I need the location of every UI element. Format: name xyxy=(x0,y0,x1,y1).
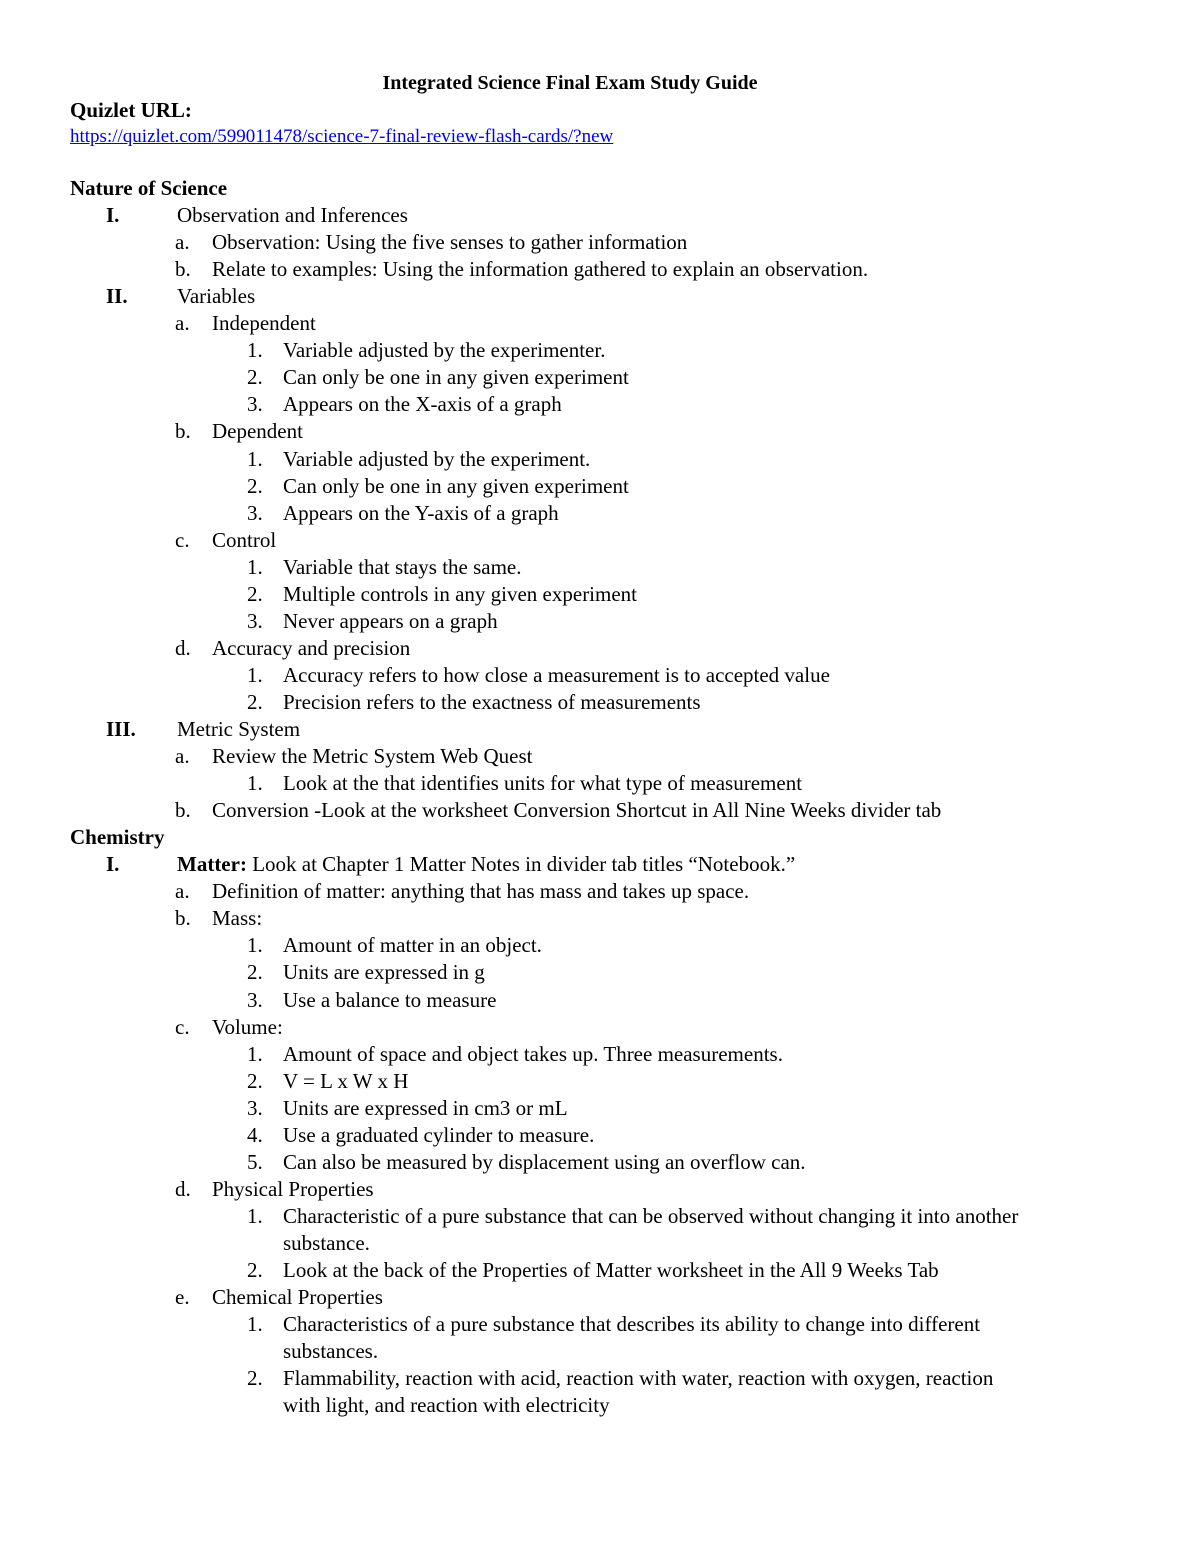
item-text: Look at the that identifies units for what type of measurement xyxy=(283,771,803,795)
outline-item xyxy=(0,1041,1140,1068)
list-marker: 2. xyxy=(247,1258,263,1282)
outline-item xyxy=(0,418,1140,445)
quizlet-label: Quizlet URL: xyxy=(70,98,192,122)
list-marker: 1. xyxy=(247,663,263,687)
quizlet-link-row xyxy=(70,122,1200,149)
item-text: Conversion -Look at the worksheet Conversion Shortcut in All Nine Weeks divider tab xyxy=(212,798,942,822)
list-marker: 1. xyxy=(247,1204,263,1228)
list-marker: c. xyxy=(175,1015,190,1039)
list-marker: 1. xyxy=(247,555,263,579)
list-marker: 2. xyxy=(247,1069,263,1093)
heading-text: Nature of Science xyxy=(70,176,228,200)
list-marker: 4. xyxy=(247,1123,263,1147)
quizlet-url-link[interactable]: https://quizlet.com/599011478/science-7-final-review-flash-cards/?new xyxy=(70,126,614,147)
item-text: Appears on the X-axis of a graph xyxy=(283,392,562,416)
list-marker: 5. xyxy=(247,1150,263,1174)
item-text: Independent xyxy=(212,311,316,335)
list-marker: a. xyxy=(175,744,190,768)
item-text xyxy=(177,851,795,878)
item-text: Mass: xyxy=(212,906,263,930)
outline-item xyxy=(0,608,1140,635)
list-marker: a. xyxy=(175,879,190,903)
section-heading xyxy=(0,175,1140,202)
item-text: Variable that stays the same. xyxy=(283,555,522,579)
list-marker: d. xyxy=(175,636,191,660)
item-text: Variable adjusted by the experiment. xyxy=(283,447,591,471)
list-marker: 2. xyxy=(247,1366,263,1390)
outline-item xyxy=(0,1095,1140,1122)
list-marker: I. xyxy=(106,852,120,876)
outline-item xyxy=(0,878,1140,905)
item-text: with light, and reaction with electricity xyxy=(283,1393,610,1417)
list-marker: I. xyxy=(106,203,120,227)
outline-item xyxy=(0,959,1140,986)
list-marker: b. xyxy=(175,419,191,443)
outline-item xyxy=(0,1257,1140,1284)
outline-item xyxy=(0,987,1140,1014)
list-marker: III. xyxy=(106,717,136,741)
outline-item xyxy=(0,229,1140,256)
item-text: Use a graduated cylinder to measure. xyxy=(283,1123,595,1147)
bold-lead: Matter: xyxy=(177,852,247,876)
item-text: Multiple controls in any given experiment xyxy=(283,582,638,606)
item-text: Flammability, reaction with acid, reaction with water, reaction with oxygen, reaction xyxy=(283,1366,994,1390)
outline-item xyxy=(0,662,1140,689)
item-text: Can only be one in any given experiment xyxy=(283,474,629,498)
list-marker: b. xyxy=(175,798,191,822)
heading-text: Chemistry xyxy=(70,825,165,849)
list-marker: 2. xyxy=(247,960,263,984)
outline-item xyxy=(0,1365,1140,1392)
list-marker: b. xyxy=(175,906,191,930)
outline-item xyxy=(0,1122,1140,1149)
outline-item xyxy=(0,446,1140,473)
item-text: Can also be measured by displacement using an overflow can. xyxy=(283,1150,806,1174)
item-text: Accuracy and precision xyxy=(212,636,411,660)
outline-item xyxy=(0,283,1140,310)
item-text: V = L x W x H xyxy=(283,1069,409,1093)
item-text: Observation: Using the five senses to gather information xyxy=(212,230,688,254)
item-text: Review the Metric System Web Quest xyxy=(212,744,533,768)
outline-item xyxy=(0,581,1140,608)
list-marker: 1. xyxy=(247,1312,263,1336)
list-marker: a. xyxy=(175,230,190,254)
list-marker: 3. xyxy=(247,501,263,525)
outline-item xyxy=(0,337,1140,364)
list-marker: d. xyxy=(175,1177,191,1201)
list-marker: a. xyxy=(175,311,190,335)
outline-item xyxy=(0,905,1140,932)
outline-item xyxy=(0,797,1140,824)
item-text: Accuracy refers to how close a measurement is to accepted value xyxy=(283,663,830,687)
item-text: Chemical Properties xyxy=(212,1285,383,1309)
list-marker: 1. xyxy=(247,771,263,795)
item-text: Physical Properties xyxy=(212,1177,374,1201)
item-text: Amount of space and object takes up. Three measurements. xyxy=(283,1042,783,1066)
list-marker: b. xyxy=(175,257,191,281)
outline-item xyxy=(0,500,1140,527)
list-marker: 2. xyxy=(247,582,263,606)
outline-item xyxy=(0,527,1140,554)
outline-item xyxy=(0,554,1140,581)
item-text: Control xyxy=(212,528,277,552)
outline-item xyxy=(0,1068,1140,1095)
list-marker: 1. xyxy=(247,1042,263,1066)
outline-item xyxy=(0,1338,1140,1365)
item-text: Variable adjusted by the experimenter. xyxy=(283,338,606,362)
list-marker: 2. xyxy=(247,690,263,714)
outline-item xyxy=(0,770,1140,797)
outline-item xyxy=(0,743,1140,770)
item-text: Use a balance to measure xyxy=(283,988,497,1012)
outline-item xyxy=(0,1392,1140,1419)
item-text: Relate to examples: Using the information gathered to explain an observation. xyxy=(212,257,869,281)
outline-item xyxy=(0,1176,1140,1203)
item-text: Amount of matter in an object. xyxy=(283,933,542,957)
outline-item xyxy=(0,851,1140,878)
item-text: Characteristic of a pure substance that can be observed without changing it into another xyxy=(283,1204,1019,1228)
list-marker: 2. xyxy=(247,474,263,498)
section-heading xyxy=(0,824,1140,851)
document-title: Integrated Science Final Exam Study Guide xyxy=(382,72,758,94)
outline-item xyxy=(0,1230,1140,1257)
item-text: Precision refers to the exactness of measurements xyxy=(283,690,701,714)
item-text: substances. xyxy=(283,1339,379,1363)
outline-item xyxy=(0,1284,1140,1311)
outline-item xyxy=(0,689,1140,716)
list-marker: 3. xyxy=(247,1096,263,1120)
outline-item xyxy=(0,256,1140,283)
outline-item xyxy=(0,364,1140,391)
item-text: Characteristics of a pure substance that describes its ability to change into different xyxy=(283,1312,981,1336)
item-text: Units are expressed in g xyxy=(283,960,485,984)
outline-item xyxy=(0,716,1140,743)
item-text: Units are expressed in cm3 or mL xyxy=(283,1096,568,1120)
list-marker: 1. xyxy=(247,338,263,362)
list-marker: 1. xyxy=(247,933,263,957)
list-marker: c. xyxy=(175,528,190,552)
list-marker: 1. xyxy=(247,447,263,471)
item-text-rest: Look at Chapter 1 Matter Notes in divider tab titles “Notebook.” xyxy=(246,852,796,876)
outline-item xyxy=(0,1014,1140,1041)
outline-item xyxy=(0,1203,1140,1230)
outline-item xyxy=(0,391,1140,418)
item-text: Metric System xyxy=(177,717,301,741)
list-marker: 3. xyxy=(247,392,263,416)
outline-item xyxy=(0,1311,1140,1338)
outline-item xyxy=(0,932,1140,959)
item-text: Can only be one in any given experiment xyxy=(283,365,629,389)
outline-item xyxy=(0,310,1140,337)
list-marker: e. xyxy=(175,1285,190,1309)
outline-item xyxy=(0,202,1140,229)
item-text: Look at the back of the Properties of Matter worksheet in the All 9 Weeks Tab xyxy=(283,1258,939,1282)
outline-item xyxy=(0,1149,1140,1176)
item-text: Never appears on a graph xyxy=(283,609,498,633)
item-text: Variables xyxy=(177,284,256,308)
list-marker: 3. xyxy=(247,609,263,633)
outline-item xyxy=(0,473,1140,500)
list-marker: 3. xyxy=(247,988,263,1012)
item-text: Observation and Inferences xyxy=(177,203,408,227)
list-marker: II. xyxy=(106,284,128,308)
item-text: Volume: xyxy=(212,1015,283,1039)
list-marker: 2. xyxy=(247,365,263,389)
item-text: Dependent xyxy=(212,419,303,443)
item-text: substance. xyxy=(283,1231,370,1255)
item-text: Definition of matter: anything that has mass and takes up space. xyxy=(212,879,750,903)
outline-item xyxy=(0,635,1140,662)
item-text: Appears on the Y-axis of a graph xyxy=(283,501,559,525)
